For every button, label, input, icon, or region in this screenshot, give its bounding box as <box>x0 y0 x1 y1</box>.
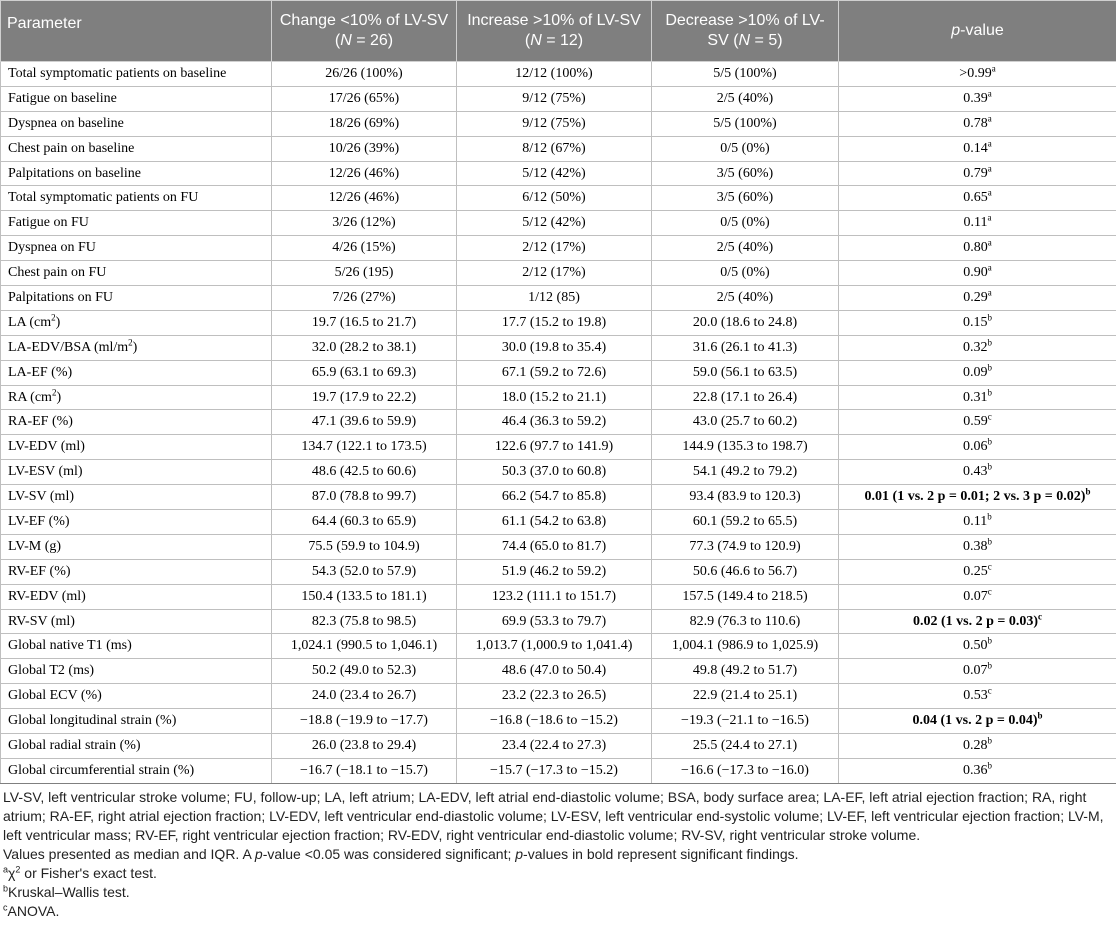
test-marker: b <box>987 312 992 323</box>
cell-group-3: 5/5 (100%) <box>652 62 839 87</box>
cell-parameter: RV-EF (%) <box>1 559 272 584</box>
table-row <box>1 534 1116 559</box>
table-row <box>1 584 1116 609</box>
cell-group-3: 25.5 (24.4 to 27.1) <box>652 734 839 759</box>
test-marker: b <box>987 337 992 348</box>
table-footnotes <box>3 788 1111 921</box>
cell-parameter: Dyspnea on baseline <box>1 111 272 136</box>
cell-parameter: RV-EDV (ml) <box>1 584 272 609</box>
table-row <box>1 460 1116 485</box>
cell-group-3: 144.9 (135.3 to 198.7) <box>652 435 839 460</box>
test-marker: b <box>987 361 992 372</box>
cell-parameter: LV-SV (ml) <box>1 485 272 510</box>
cell-parameter: RA $(cm^2)$ <box>1 385 272 410</box>
table-row <box>1 335 1116 360</box>
cell-group-3: 50.6 (46.6 to 56.7) <box>652 559 839 584</box>
cell-p-value: 0.36$^b$ <box>839 758 1116 783</box>
cell-group-1: 10/26 (39%) <box>272 136 457 161</box>
cell-group-3: 60.1 (59.2 to 65.5) <box>652 510 839 535</box>
cell-group-1: 26/26 (100%) <box>272 62 457 87</box>
cell-parameter: Chest pain on FU <box>1 261 272 286</box>
cell-p-value: 0.59$^c$ <box>839 410 1116 435</box>
cell-parameter: Total symptomatic patients on baseline <box>1 62 272 87</box>
cell-p-value: 0.65$^a$ <box>839 186 1116 211</box>
test-marker: b <box>987 536 992 547</box>
test-marker: a <box>987 262 992 273</box>
header-group-increase: Increase >10% of LV-SV (N = 12) <box>457 1 652 62</box>
cell-parameter: RA-EF (%) <box>1 410 272 435</box>
cell-p-value: 0.39$^a$ <box>839 86 1116 111</box>
cell-group-2: 1,013.7 (1,000.9 to 1,041.4) <box>457 634 652 659</box>
values-note: Values presented as median and IQR. A p-value <0.05 was considered significant; p-values in bold represent significant findings. <box>3 846 799 862</box>
table-row <box>1 62 1116 87</box>
cell-p-value: 0.04 (1 vs. 2 p = 0.04)$^b$ <box>839 709 1116 734</box>
header-group-decrease: Decrease >10% of LV-SV (N = 5) <box>652 1 839 62</box>
cell-group-3: 2/5 (40%) <box>652 286 839 311</box>
cell-group-3: 59.0 (56.1 to 63.5) <box>652 360 839 385</box>
cell-group-3: 5/5 (100%) <box>652 111 839 136</box>
cell-group-1: 19.7 (16.5 to 21.7) <box>272 310 457 335</box>
cell-p-value: 0.11$^a$ <box>839 211 1116 236</box>
table-header <box>1 1 1116 62</box>
cell-group-1: 17/26 (65%) <box>272 86 457 111</box>
cell-group-3: 2/5 (40%) <box>652 86 839 111</box>
cell-group-2: 51.9 (46.2 to 59.2) <box>457 559 652 584</box>
table-row <box>1 211 1116 236</box>
test-marker: a <box>987 287 992 298</box>
cell-group-1: 32.0 (28.2 to 38.1) <box>272 335 457 360</box>
test-marker: b <box>987 461 992 472</box>
cell-group-2: 66.2 (54.7 to 85.8) <box>457 485 652 510</box>
cell-p-value: 0.79$^a$ <box>839 161 1116 186</box>
test-marker: b <box>987 660 992 671</box>
table-row <box>1 161 1116 186</box>
cell-p-value: 0.43$^b$ <box>839 460 1116 485</box>
cell-parameter: Global radial strain (%) <box>1 734 272 759</box>
cell-group-3: 0/5 (0%) <box>652 261 839 286</box>
cell-group-2: 23.4 (22.4 to 27.3) <box>457 734 652 759</box>
cell-parameter: Global longitudinal strain (%) <box>1 709 272 734</box>
cell-p-value: 0.01 (1 vs. 2 p = 0.01; 2 vs. 3 p = 0.02)$^b$ <box>839 485 1116 510</box>
cell-group-2: −16.8 (−18.6 to −15.2) <box>457 709 652 734</box>
test-marker: c <box>987 561 992 572</box>
cell-p-value: 0.07$^c$ <box>839 584 1116 609</box>
cell-group-2: 9/12 (75%) <box>457 111 652 136</box>
cell-group-2: 6/12 (50%) <box>457 186 652 211</box>
cell-parameter: RV-SV (ml) <box>1 609 272 634</box>
cell-parameter: LA-EF (%) <box>1 360 272 385</box>
cell-group-3: 2/5 (40%) <box>652 236 839 261</box>
cell-group-2: 12/12 (100%) <box>457 62 652 87</box>
cell-parameter: Global native T1 (ms) <box>1 634 272 659</box>
cell-group-1: 65.9 (63.1 to 69.3) <box>272 360 457 385</box>
test-marker: b <box>987 436 992 447</box>
cell-group-1: 12/26 (46%) <box>272 161 457 186</box>
footnote-a: $^a\chi^2$ or Fisher's exact test. <box>3 864 157 881</box>
cell-group-1: 150.4 (133.5 to 181.1) <box>272 584 457 609</box>
cell-parameter: Global ECV (%) <box>1 684 272 709</box>
cell-p-value: 0.06$^b$ <box>839 435 1116 460</box>
test-marker: a <box>987 237 992 248</box>
cell-group-1: 50.2 (49.0 to 52.3) <box>272 659 457 684</box>
table-row <box>1 659 1116 684</box>
cell-p-value: 0.15$^b$ <box>839 310 1116 335</box>
cell-group-3: 82.9 (76.3 to 110.6) <box>652 609 839 634</box>
cell-group-2: 50.3 (37.0 to 60.8) <box>457 460 652 485</box>
table-row <box>1 261 1116 286</box>
test-marker: a <box>987 187 992 198</box>
cell-p-value: 0.78$^a$ <box>839 111 1116 136</box>
footnote-b: $^b$Kruskal–Wallis test. <box>3 883 130 900</box>
cell-group-2: 1/12 (85) <box>457 286 652 311</box>
cell-p-value: 0.50$^b$ <box>839 634 1116 659</box>
test-marker: c <box>987 585 992 596</box>
cell-group-1: 87.0 (78.8 to 99.7) <box>272 485 457 510</box>
cell-group-2: 8/12 (67%) <box>457 136 652 161</box>
table-body <box>1 62 1116 784</box>
cell-group-3: 0/5 (0%) <box>652 136 839 161</box>
cell-group-3: 22.8 (17.1 to 26.4) <box>652 385 839 410</box>
cell-group-3: 3/5 (60%) <box>652 186 839 211</box>
test-marker: c <box>987 411 992 422</box>
table-row <box>1 485 1116 510</box>
test-marker: c <box>1038 610 1043 621</box>
cell-group-1: 5/26 (195) <box>272 261 457 286</box>
cell-p-value: 0.31$^b$ <box>839 385 1116 410</box>
cell-group-1: 48.6 (42.5 to 60.6) <box>272 460 457 485</box>
cell-group-2: 30.0 (19.8 to 35.4) <box>457 335 652 360</box>
cell-p-value: 0.80$^a$ <box>839 236 1116 261</box>
cell-group-2: 5/12 (42%) <box>457 161 652 186</box>
test-marker: b <box>987 635 992 646</box>
table-row <box>1 410 1116 435</box>
cell-parameter: LA $(cm^2)$ <box>1 310 272 335</box>
cell-group-3: 93.4 (83.9 to 120.3) <box>652 485 839 510</box>
test-marker: b <box>1085 486 1091 497</box>
cell-group-2: 61.1 (54.2 to 63.8) <box>457 510 652 535</box>
cell-group-1: 26.0 (23.8 to 29.4) <box>272 734 457 759</box>
cell-parameter: Palpitations on FU <box>1 286 272 311</box>
test-marker: b <box>987 760 992 771</box>
cell-parameter: Chest pain on baseline <box>1 136 272 161</box>
table-row <box>1 559 1116 584</box>
cell-p-value: >0.99$^a$ <box>839 62 1116 87</box>
table-row <box>1 634 1116 659</box>
cell-group-2: 2/12 (17%) <box>457 261 652 286</box>
cell-parameter: Total symptomatic patients on FU <box>1 186 272 211</box>
test-marker: b <box>1037 710 1043 721</box>
cell-group-1: 64.4 (60.3 to 65.9) <box>272 510 457 535</box>
table-row <box>1 136 1116 161</box>
cell-parameter: LV-ESV (ml) <box>1 460 272 485</box>
header-parameter: Parameter <box>1 1 272 62</box>
cell-parameter: LV-EDV (ml) <box>1 435 272 460</box>
header-p-value: p-value <box>839 1 1116 62</box>
cell-p-value: 0.53$^c$ <box>839 684 1116 709</box>
table-row <box>1 236 1116 261</box>
cell-group-2: 9/12 (75%) <box>457 86 652 111</box>
cell-group-1: 75.5 (59.9 to 104.9) <box>272 534 457 559</box>
table-row <box>1 86 1116 111</box>
cell-group-3: 77.3 (74.9 to 120.9) <box>652 534 839 559</box>
cell-group-1: 1,024.1 (990.5 to 1,046.1) <box>272 634 457 659</box>
cell-parameter: LV-EF (%) <box>1 510 272 535</box>
cell-parameter: Dyspnea on FU <box>1 236 272 261</box>
cell-group-1: 82.3 (75.8 to 98.5) <box>272 609 457 634</box>
table-row <box>1 186 1116 211</box>
table-row <box>1 734 1116 759</box>
test-marker: b <box>987 735 992 746</box>
cell-group-2: 18.0 (15.2 to 21.1) <box>457 385 652 410</box>
test-marker: b <box>987 386 992 397</box>
table-row <box>1 360 1116 385</box>
cell-group-2: 48.6 (47.0 to 50.4) <box>457 659 652 684</box>
cell-group-1: −16.7 (−18.1 to −15.7) <box>272 758 457 783</box>
test-marker: b <box>987 511 992 522</box>
cell-group-1: 3/26 (12%) <box>272 211 457 236</box>
cell-group-2: 17.7 (15.2 to 19.8) <box>457 310 652 335</box>
cell-parameter: Palpitations on baseline <box>1 161 272 186</box>
cell-group-3: 0/5 (0%) <box>652 211 839 236</box>
cell-group-1: 134.7 (122.1 to 173.5) <box>272 435 457 460</box>
cell-group-3: −19.3 (−21.1 to −16.5) <box>652 709 839 734</box>
cell-group-3: 22.9 (21.4 to 25.1) <box>652 684 839 709</box>
table-row <box>1 385 1116 410</box>
cell-group-2: 123.2 (111.1 to 151.7) <box>457 584 652 609</box>
cell-group-1: 4/26 (15%) <box>272 236 457 261</box>
cell-p-value: 0.11$^b$ <box>839 510 1116 535</box>
header-group-change: Change <10% of LV-SV (N = 26) <box>272 1 457 62</box>
cell-parameter: LA-EDV/BSA $(ml/m^2)$ <box>1 335 272 360</box>
cell-group-2: 5/12 (42%) <box>457 211 652 236</box>
cell-group-2: 2/12 (17%) <box>457 236 652 261</box>
test-marker: a <box>987 113 992 124</box>
table-row <box>1 684 1116 709</box>
cell-parameter: Global T2 (ms) <box>1 659 272 684</box>
abbreviations-note: LV-SV, left ventricular stroke volume; FU, follow-up; LA, left atrium; LA-EDV, left atrial end-diastolic volume; BSA, body surface area; LA-EF, left atrial ejection fraction; RA, right atrium; RA-EF, right atrial ejection fraction; LV-EDV, left ventricular end-diastolic volume; LV-ESV, left ventricular end-systolic volume; LV-EF, left ventricular ejection fraction; LV-M, left ventricular mass; RV-EF, right ventricular ejection fraction; RV-EDV, right ventricular end-diastolic volume; RV-SV, right ventricular stroke volume. <box>3 789 1104 843</box>
test-marker: a <box>987 212 992 223</box>
cell-p-value: 0.07$^b$ <box>839 659 1116 684</box>
cell-group-3: 20.0 (18.6 to 24.8) <box>652 310 839 335</box>
cell-group-2: 74.4 (65.0 to 81.7) <box>457 534 652 559</box>
cell-p-value: 0.02 (1 vs. 2 p = 0.03)$^c$ <box>839 609 1116 634</box>
cell-group-1: 24.0 (23.4 to 26.7) <box>272 684 457 709</box>
cell-group-3: 49.8 (49.2 to 51.7) <box>652 659 839 684</box>
cell-group-1: 54.3 (52.0 to 57.9) <box>272 559 457 584</box>
cell-p-value: 0.29$^a$ <box>839 286 1116 311</box>
cell-p-value: 0.14$^a$ <box>839 136 1116 161</box>
cell-group-2: 122.6 (97.7 to 141.9) <box>457 435 652 460</box>
cell-group-2: 67.1 (59.2 to 72.6) <box>457 360 652 385</box>
cell-p-value: 0.32$^b$ <box>839 335 1116 360</box>
footnote-c: $^c$ANOVA. <box>3 902 60 919</box>
table-row <box>1 310 1116 335</box>
cell-group-2: −15.7 (−17.3 to −15.2) <box>457 758 652 783</box>
cell-group-3: 157.5 (149.4 to 218.5) <box>652 584 839 609</box>
cell-group-1: 7/26 (27%) <box>272 286 457 311</box>
cell-group-1: 19.7 (17.9 to 22.2) <box>272 385 457 410</box>
table-row <box>1 709 1116 734</box>
cell-parameter: Global circumferential strain (%) <box>1 758 272 783</box>
cell-p-value: 0.38$^b$ <box>839 534 1116 559</box>
cell-group-3: 54.1 (49.2 to 79.2) <box>652 460 839 485</box>
test-marker: a <box>987 162 992 173</box>
test-marker: a <box>987 137 992 148</box>
cell-group-3: 43.0 (25.7 to 60.2) <box>652 410 839 435</box>
test-marker: a <box>991 63 996 74</box>
cell-group-3: −16.6 (−17.3 to −16.0) <box>652 758 839 783</box>
test-marker: a <box>987 88 992 99</box>
cell-group-2: 69.9 (53.3 to 79.7) <box>457 609 652 634</box>
table-row <box>1 510 1116 535</box>
cell-group-1: 47.1 (39.6 to 59.9) <box>272 410 457 435</box>
cell-p-value: 0.25$^c$ <box>839 559 1116 584</box>
table-row <box>1 758 1116 783</box>
test-marker: c <box>987 685 992 696</box>
table-row <box>1 286 1116 311</box>
table-row <box>1 111 1116 136</box>
cell-group-1: −18.8 (−19.9 to −17.7) <box>272 709 457 734</box>
cell-parameter: Fatigue on FU <box>1 211 272 236</box>
cell-parameter: LV-M (g) <box>1 534 272 559</box>
cell-group-3: 31.6 (26.1 to 41.3) <box>652 335 839 360</box>
cell-p-value: 0.28$^b$ <box>839 734 1116 759</box>
header-row <box>1 1 1116 62</box>
cell-group-3: 1,004.1 (986.9 to 1,025.9) <box>652 634 839 659</box>
cell-parameter: Fatigue on baseline <box>1 86 272 111</box>
cell-group-2: 46.4 (36.3 to 59.2) <box>457 410 652 435</box>
table-row <box>1 609 1116 634</box>
cell-group-1: 12/26 (46%) <box>272 186 457 211</box>
cell-p-value: 0.09$^b$ <box>839 360 1116 385</box>
cell-p-value: 0.90$^a$ <box>839 261 1116 286</box>
table-row <box>1 435 1116 460</box>
cell-group-1: 18/26 (69%) <box>272 111 457 136</box>
cell-group-2: 23.2 (22.3 to 26.5) <box>457 684 652 709</box>
cell-group-3: 3/5 (60%) <box>652 161 839 186</box>
